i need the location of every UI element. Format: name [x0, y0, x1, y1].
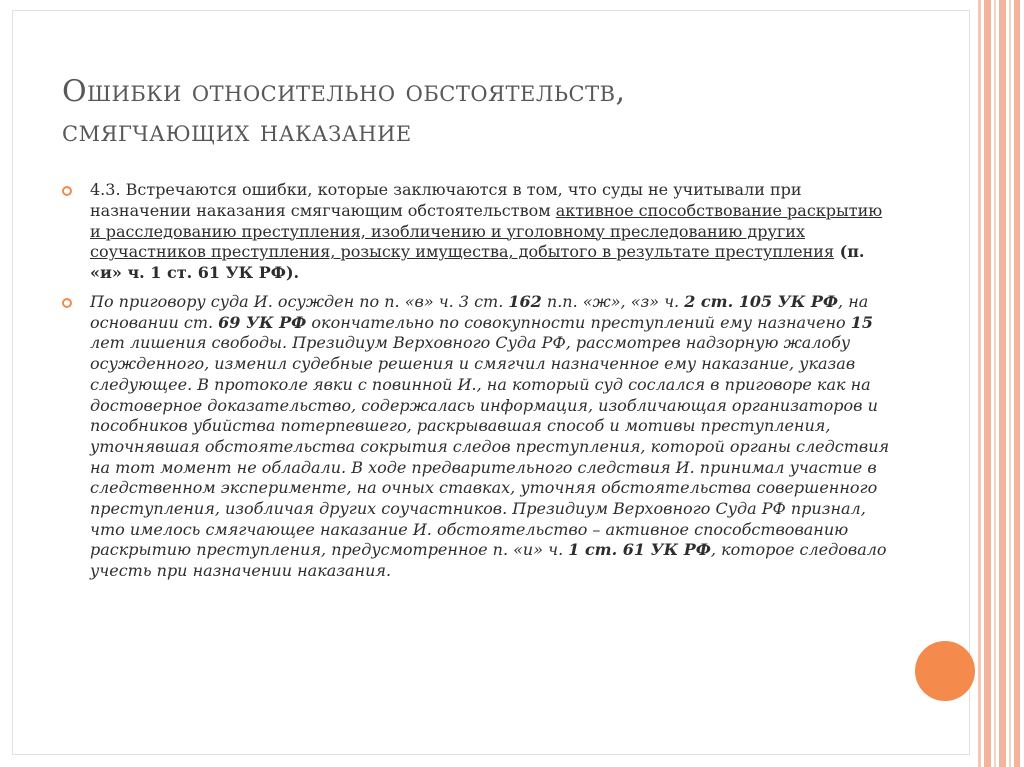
- bullet1-underlined: активное способствование раскрытию и расследованию преступления, изобличению и уголовному преследованию других соучастников преступления, розыску имущества, добытого в результате преступления: [90, 200, 883, 262]
- bullet-ring-icon: [62, 186, 72, 196]
- bullet-ring-icon: [62, 298, 72, 308]
- bullet-item-1: [62, 180, 892, 284]
- bullet2-t6: , которое следовало учесть при назначении наказания.: [90, 540, 887, 581]
- bullet1-ref: (п. «и» ч. 1 ст. 61 УК РФ).: [90, 242, 865, 283]
- decor-circle: [915, 641, 975, 701]
- decor-stripe: [1009, 0, 1011, 767]
- decor-stripe: [999, 0, 1006, 767]
- decor-stripe: [1014, 0, 1020, 767]
- bullet2-n5: 1 ст. 61 УК РФ: [568, 540, 711, 560]
- title-line-2: смягчающих наказание: [62, 114, 412, 149]
- decor-stripe: [994, 0, 996, 767]
- bullet2-t4: окончательно по совокупности преступлений ему назначено: [306, 312, 851, 332]
- bullet-list: [62, 180, 892, 582]
- bullet2-t2: п.п. «ж», «з» ч.: [541, 291, 685, 311]
- decor-stripe: [978, 0, 981, 767]
- bullet2-t5: лет лишения свободы. Президиум Верховного Суда РФ, рассмотрев надзорную жалобу осужденного, изменил судебные решения и смягчил назначенное ему наказание, указав следующее. В протоколе явки с повинной И., на который суд сослался в приговоре как на достоверное доказательство, содержалась информация, изобличающая организаторов и пособников убийства потерпевшего, раскрывавшая способ и мотивы преступления, уточнявшая обстоятельства сокрытия следов преступления, которой органы следствия на тот момент не обладали. В ходе предварительного следствия И. принимал участие в следственном эксперименте, на очных ставках, уточняя обстоятельства совершенного преступления, изобличая других соучастников. Президиум Верховного Суда РФ признал, что имелось смягчающее наказание И. обстоятельство – активное способствованию раскрытию преступления, предусмотренное п. «и» ч.: [90, 333, 890, 560]
- bullet1-intro: 4.3. Встречаются ошибки, которые заключаются в том, что суды не учитывали при назначении наказания смягчающим обстоятельством: [90, 180, 802, 220]
- bullet2-n3: 69 УК РФ: [218, 312, 307, 332]
- bullet2-n4: 15: [850, 312, 873, 332]
- bullet-item-2: [62, 292, 892, 582]
- title-line-1: Ошибки относительно обстоятельств,: [62, 74, 626, 109]
- bullet2-t3: , на основании ст.: [90, 291, 869, 332]
- slide-title: [62, 72, 922, 152]
- decor-stripe: [984, 0, 991, 767]
- bullet2-t1: По приговору суда И. осужден по п. «в» ч. 3 ст.: [90, 291, 509, 311]
- bullet2-n2: 2 ст. 105 УК РФ: [684, 291, 839, 311]
- bullet2-n1: 162: [508, 291, 542, 311]
